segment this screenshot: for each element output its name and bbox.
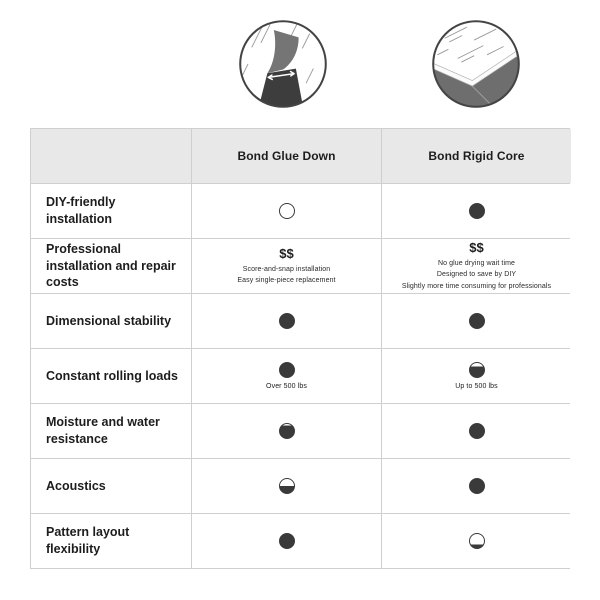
rating-ball — [279, 533, 295, 549]
glue-down-plank-icon — [237, 18, 329, 110]
glue-cell — [192, 184, 381, 238]
rating-ball — [469, 313, 485, 329]
rating-ball — [469, 203, 485, 219]
rigid-cell — [382, 404, 571, 458]
rating-ball — [469, 478, 485, 494]
row-label-professional-installation-costs: Professional installation and repair costs — [31, 239, 191, 293]
row-label-pattern-layout-flexibility: Pattern layout flexibility — [31, 514, 191, 568]
rating-ball — [279, 203, 295, 219]
cost-note: Slightly more time consuming for professionals — [401, 282, 552, 290]
glue-cell — [192, 294, 381, 348]
rating-ball — [279, 313, 295, 329]
cost-rating: $$ — [469, 240, 484, 256]
rating-caption: Over 500 lbs — [266, 383, 307, 390]
cost-note: Score-and-snap installation — [242, 265, 331, 273]
cost-note: Designed to save by DIY — [436, 271, 517, 279]
rating-ball — [469, 423, 485, 439]
cost-rating: $$ — [279, 245, 294, 261]
rigid-cell — [382, 184, 571, 238]
glue-cell — [192, 514, 381, 568]
header-bond-glue-down: Bond Glue Down — [192, 129, 381, 183]
rigid-cell — [382, 294, 571, 348]
rigid-cell — [382, 459, 571, 513]
row-label-diy-friendly-installation: DIY-friendly installation — [31, 184, 191, 238]
rating-ball — [279, 478, 295, 494]
rigid-cell — [382, 514, 571, 568]
glue-cell — [192, 459, 381, 513]
cost-note: Easy single-piece replacement — [237, 277, 336, 284]
cost-note: No glue drying wait time — [437, 260, 516, 268]
row-label-moisture-water-resistance: Moisture and water resistance — [31, 404, 191, 458]
glue-cell — [192, 239, 381, 293]
rigid-cell — [382, 239, 571, 293]
glue-cell — [192, 349, 381, 403]
rigid-cell — [382, 349, 571, 403]
comparison-table — [30, 128, 570, 569]
rigid-core-planks-icon — [430, 18, 522, 110]
glue-cell — [192, 404, 381, 458]
row-label-constant-rolling-loads: Constant rolling loads — [31, 349, 191, 403]
header-bond-rigid-core: Bond Rigid Core — [382, 129, 571, 183]
row-label-dimensional-stability: Dimensional stability — [31, 294, 191, 348]
rating-ball — [279, 423, 295, 439]
rating-ball — [469, 362, 485, 378]
rating-caption: Up to 500 lbs — [455, 383, 498, 390]
header-empty-cell — [31, 129, 191, 183]
row-label-acoustics: Acoustics — [31, 459, 191, 513]
rating-ball — [279, 362, 295, 378]
rating-ball — [469, 533, 485, 549]
